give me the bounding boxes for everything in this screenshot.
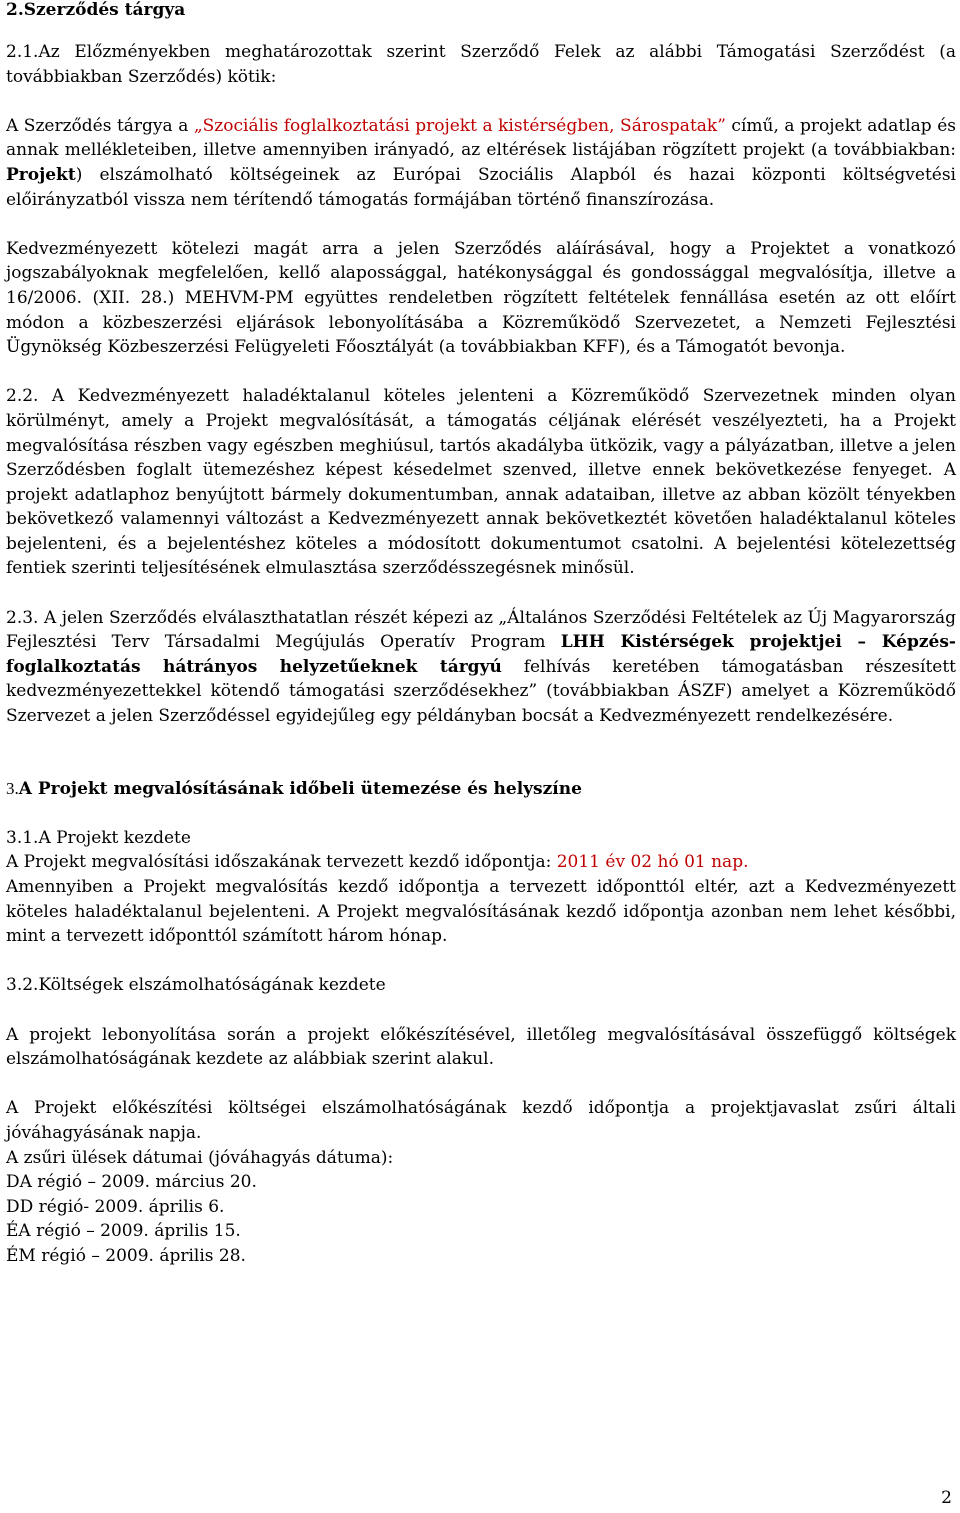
jury-date-item: ÉA régió – 2009. április 15.: [6, 1221, 241, 1242]
project-term: Projekt: [6, 164, 76, 185]
text-segment: A Projekt megvalósítási időszakának tervezett kezdő időpontja:: [6, 852, 557, 873]
project-start-date: 2011 év 02 hó 01 nap.: [556, 852, 749, 873]
text-segment: című, a projekt adatlap és annak mellékleteiben, illetve amennyiben irányadó, az eltérések listájában rögzített projekt (a továbbiakban:: [6, 115, 956, 161]
page-number: 2: [941, 1488, 952, 1508]
project-title-highlight: „Szociális foglalkoztatási projekt a kistérségben, Sárospatak”: [193, 115, 726, 136]
text-segment: felhívás keretében támogatásban részesített kedvezményezettekkel kötendő támogatási szerződésekhez” (továbbiakban ÁSZF) amelyet a Közreműködő Szervezet a jelen Szerződéssel egyidejűleg egy példányban bocsát a Kedvezményezett rendelkezésére.: [6, 656, 956, 727]
paragraph-3-2-b: A Projekt előkészítési költségei elszámolhatóságának kezdő időpontja a projektjavaslat zsűri általi jóváhagyásának napja.: [6, 1098, 956, 1143]
section-3-title: A Projekt megvalósításának időbeli ütemezése és helyszíne: [18, 778, 582, 799]
section-3-heading: [6, 777, 956, 802]
section-2-heading: 2.Szerződés tárgya: [6, 0, 186, 20]
document-page: [6, 0, 956, 1269]
text-segment: ) elszámolható költségeinek az Európai Szociális Alapból és hazai központi költségvetési előirányzatból vissza nem térítendő támogatás formájában történő finanszírozása.: [6, 164, 956, 210]
paragraph-3-2-a: A projekt lebonyolítása során a projekt előkészítésével, illetőleg megvalósításával összefüggő költségek elszámolhatóságának kezdete az alábbiak szerint alakul.: [6, 1024, 956, 1070]
jury-date-item: DD régió- 2009. április 6.: [6, 1196, 225, 1217]
paragraph-3-1: Amennyiben a Projekt megvalósítás kezdő időpontja a tervezett időponttól eltér, azt a Kedvezményezett köteles haladéktalanul bejelenteni. A Projekt megvalósításának kezdő időpontja azonban nem lehet későbbi, mint a tervezett időponttól számított három hónap.: [6, 877, 956, 947]
text-segment: 2.3. A jelen Szerződés elválaszthatatlan részét képezi az „Általános Szerződési Feltételek az Új Magyarország Fejlesztési Terv Társadalmi Megújulás Operatív Program: [6, 607, 956, 653]
paragraph-2-1: 2.1.Az Előzményekben meghatározottak szerint Szerződő Felek az alábbi Támogatási Szerződést (a továbbiakban Szerződés) kötik:: [6, 42, 956, 87]
subsection-3-2-title: 3.2.Költségek elszámolhatóságának kezdete: [6, 975, 386, 996]
paragraph-contract-subject: [6, 114, 956, 212]
paragraph-obligation: Kedvezményezett kötelezi magát arra a jelen Szerződés aláírásával, hogy a Projektet a vonatkozó jogszabályoknak megfelelően, kellő alapossággal, hatékonysággal és gondossággal megvalósítja, illetve a 16/2006. (XII. 28.) MEHVM-PM együttes rendeletben rögzített feltételek fennállása esetén az ott előírt módon a közbeszerzési eljárások lebonyolításába a Közreműködő Szervezetet, a Nemzeti Fejlesztési Ügynökség Közbeszerzési Felügyeleti Főosztályát (a továbbiakban KFF), és a Támogatót bevonja.: [6, 238, 956, 358]
subsection-3-1-title: 3.1.A Projekt kezdete: [6, 827, 191, 848]
jury-date-item: DA régió – 2009. március 20.: [6, 1172, 257, 1193]
text-segment: A Szerződés tárgya a: [6, 115, 194, 136]
paragraph-2-3: [6, 606, 956, 729]
jury-date-item: ÉM régió – 2009. április 28.: [6, 1245, 246, 1266]
paragraph-2-2: 2.2. A Kedvezményezett haladéktalanul köteles jelenteni a Közreműködő Szervezetnek minden olyan körülményt, amely a Projekt megvalósítását, a támogatás céljának elérését veszélyezteti, ha a Projekt megvalósítása részben vagy egészben meghiúsul, tartós akadályba ütközik, vagy a pályázatban, illetve a jelen Szerződésben foglalt ütemezéshez képest késedelmet szenved, illetve ennek bekövetkezése fenyeget. A projekt adatlaphoz benyújtott bármely dokumentumban, annak adataiban, illetve az abban közölt tényekben bekövetkező valamennyi változást a Kedvezményezett annak bekövetkeztét követően haladéktalanul köteles bejelenteni, és a bejelentéshez köteles a módosított dokumentumot csatolni. A bejelentési kötelezettség fentiek szerinti teljesítésének elmulasztása szerződésszegésnek minősül.: [6, 386, 956, 579]
project-start-date-line: [6, 850, 956, 875]
section-3-number: 3.: [6, 778, 19, 798]
jury-dates-label: A zsűri ülések dátumai (jóváhagyás dátuma):: [6, 1147, 394, 1168]
call-title: LHH Kistérségek projektjei – Képzés-foglalkoztatás hátrányos helyzetűeknek tárgyú: [6, 632, 956, 677]
